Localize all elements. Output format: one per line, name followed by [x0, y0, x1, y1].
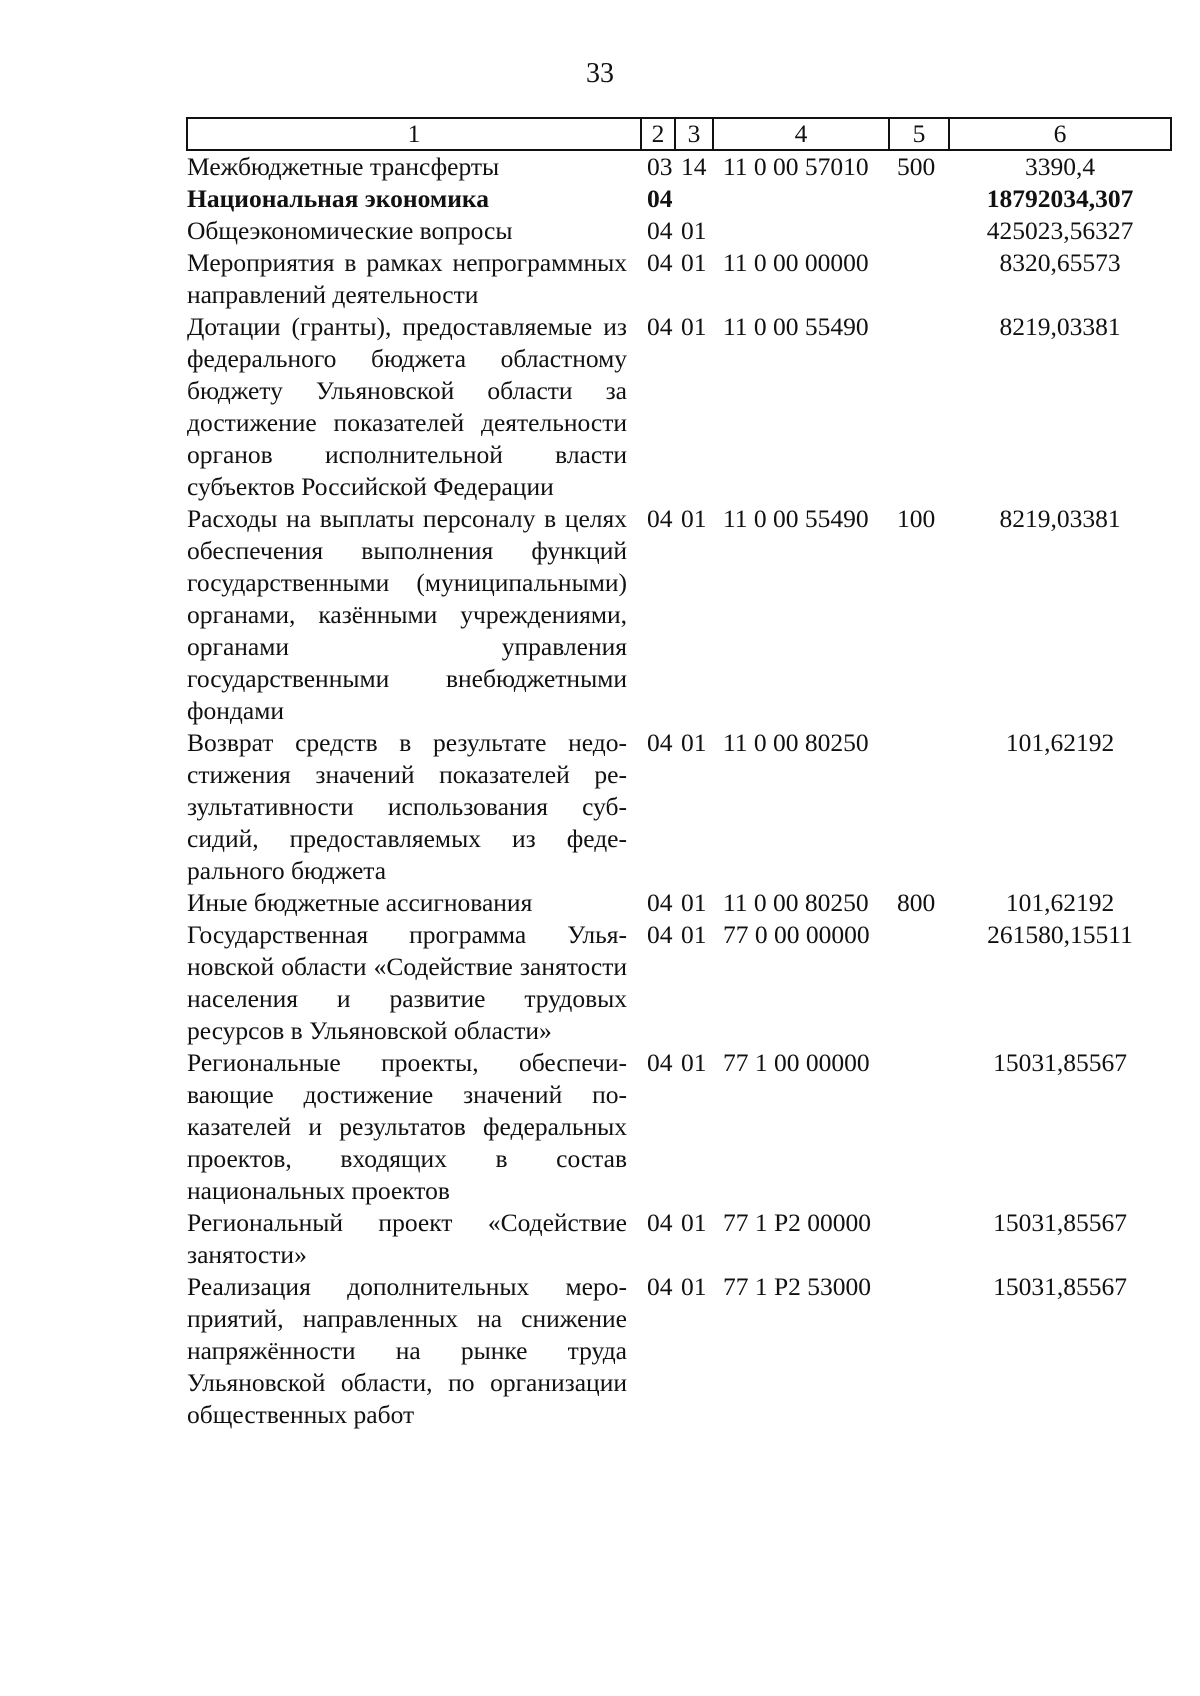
header-col-3: 3: [675, 118, 713, 150]
row-target-article-code: 11 0 00 55490: [723, 504, 869, 533]
row-expense-type-code: [889, 215, 949, 247]
row-expense-type-code: [889, 247, 949, 311]
row-section-code: 04: [647, 888, 673, 917]
row-subsection-code: 01: [681, 920, 707, 949]
row-name: Мероприятия в рамках непрограммных направлений деятельности: [187, 248, 627, 309]
row-name: Региональные проекты, обеспечивающие достижение значений показателей и результатов федеральных проектов, входящих в состав национальных проектов: [187, 1048, 627, 1205]
row-subsection-code: 01: [681, 504, 707, 533]
row-subsection-code: [675, 183, 713, 215]
row-name: Реализация дополнительных мероприятий, направленных на снижение напряжённости на рынке труда Ульяновской области, по организации общественных работ: [187, 1272, 627, 1429]
row-amount: 101,62192: [1005, 728, 1115, 757]
row-name: Расходы на выплаты персоналу в целях обеспечения выполнения функций государственными (муниципальными) органами, казёнными учреждениями, органами управления государственными внебюджетными фондами: [187, 504, 627, 725]
row-expense-type-code: [889, 1047, 949, 1207]
row-subsection-code: 01: [681, 1208, 707, 1237]
row-target-article-code: 11 0 00 00000: [723, 248, 869, 277]
table-row: [187, 183, 1171, 215]
table-row: [187, 1271, 1171, 1431]
row-name: Дотации (гранты), предоставляемые из федерального бюджета областному бюджету Ульяновской области за достижение показателей деятельности органов исполнительной власти субъектов Российской Федерации: [187, 312, 627, 501]
row-subsection-code: 01: [681, 312, 707, 341]
row-section-code: 04: [647, 1208, 673, 1237]
row-expense-type-code: 100: [897, 504, 936, 533]
row-amount: 3390,4: [1024, 152, 1096, 181]
row-name: Национальная экономика: [187, 184, 489, 213]
table-row: [187, 247, 1171, 311]
row-section-code: 04: [647, 216, 673, 245]
table-row: [187, 1047, 1171, 1207]
row-section-code: 04: [647, 184, 673, 213]
table-row: [187, 887, 1171, 919]
table-row: [187, 150, 1171, 183]
table-row: [187, 311, 1171, 503]
table-row: [187, 727, 1171, 887]
row-amount: 8219,03381: [999, 504, 1121, 533]
row-amount: 15031,85567: [993, 1208, 1127, 1237]
row-target-article-code: 11 0 00 57010: [723, 152, 869, 181]
row-name: Межбюджетные трансферты: [187, 152, 500, 181]
row-expense-type-code: [889, 919, 949, 1047]
row-expense-type-code: [889, 183, 949, 215]
row-amount: 8320,65573: [999, 248, 1121, 277]
row-name: Иные бюджетные ассигнования: [187, 888, 533, 917]
page-number: 33: [586, 58, 614, 89]
row-target-article-code: 77 1 P2 53000: [723, 1272, 872, 1301]
header-col-6: 6: [949, 118, 1171, 150]
row-subsection-code: 14: [681, 152, 707, 181]
row-expense-type-code: 500: [897, 152, 936, 181]
row-section-code: 04: [647, 504, 673, 533]
row-subsection-code: 01: [681, 1272, 707, 1301]
row-target-article-code: 11 0 00 80250: [723, 728, 869, 757]
row-name: Государственная программа Ульяновской области «Содействие занятости населения и развитие трудовых ресурсов в Ульяновской области»: [187, 920, 627, 1045]
row-expense-type-code: [889, 1271, 949, 1431]
table-row: [187, 919, 1171, 1047]
row-amount: 261580,15511: [987, 920, 1133, 949]
row-amount: 8219,03381: [999, 312, 1121, 341]
table-body: [187, 150, 1171, 1431]
row-section-code: 04: [647, 248, 673, 277]
row-amount: 15031,85567: [993, 1272, 1127, 1301]
row-section-code: 03: [647, 152, 673, 181]
row-amount: 18792034,307: [986, 184, 1134, 213]
row-target-article-code: [713, 183, 889, 215]
row-subsection-code: 01: [681, 888, 707, 917]
row-section-code: 04: [647, 1048, 673, 1077]
table-row: [187, 1207, 1171, 1271]
row-expense-type-code: 800: [897, 888, 936, 917]
row-section-code: 04: [647, 312, 673, 341]
row-amount: 101,62192: [1005, 888, 1115, 917]
row-subsection-code: 01: [681, 216, 707, 245]
row-name: Региональный проект «Содействие занятости»: [187, 1208, 627, 1269]
row-expense-type-code: [889, 727, 949, 887]
row-subsection-code: 01: [681, 248, 707, 277]
row-expense-type-code: [889, 1207, 949, 1271]
table-header: [187, 118, 1171, 150]
table-row: [187, 503, 1171, 727]
header-col-4: 4: [713, 118, 889, 150]
row-target-article-code: [713, 215, 889, 247]
row-name: Общеэкономические вопросы: [187, 216, 513, 245]
row-amount: 15031,85567: [993, 1048, 1127, 1077]
row-amount: 425023,56327: [986, 216, 1134, 245]
row-subsection-code: 01: [681, 1048, 707, 1077]
row-section-code: 04: [647, 728, 673, 757]
row-target-article-code: 77 0 00 00000: [723, 920, 870, 949]
row-expense-type-code: [889, 311, 949, 503]
row-section-code: 04: [647, 1272, 673, 1301]
header-col-5: 5: [889, 118, 949, 150]
row-target-article-code: 77 1 00 00000: [723, 1048, 870, 1077]
table-row: [187, 215, 1171, 247]
header-col-2: 2: [641, 118, 675, 150]
budget-table: [186, 117, 1172, 1431]
row-section-code: 04: [647, 920, 673, 949]
row-target-article-code: 11 0 00 80250: [723, 888, 869, 917]
row-subsection-code: 01: [681, 728, 707, 757]
header-col-1: 1: [187, 118, 641, 150]
row-name: Возврат средств в результате недостижения значений показателей результативности использования субсидий, предоставляемых из федерального бюджета: [187, 728, 627, 885]
row-target-article-code: 11 0 00 55490: [723, 312, 869, 341]
row-target-article-code: 77 1 P2 00000: [723, 1208, 872, 1237]
